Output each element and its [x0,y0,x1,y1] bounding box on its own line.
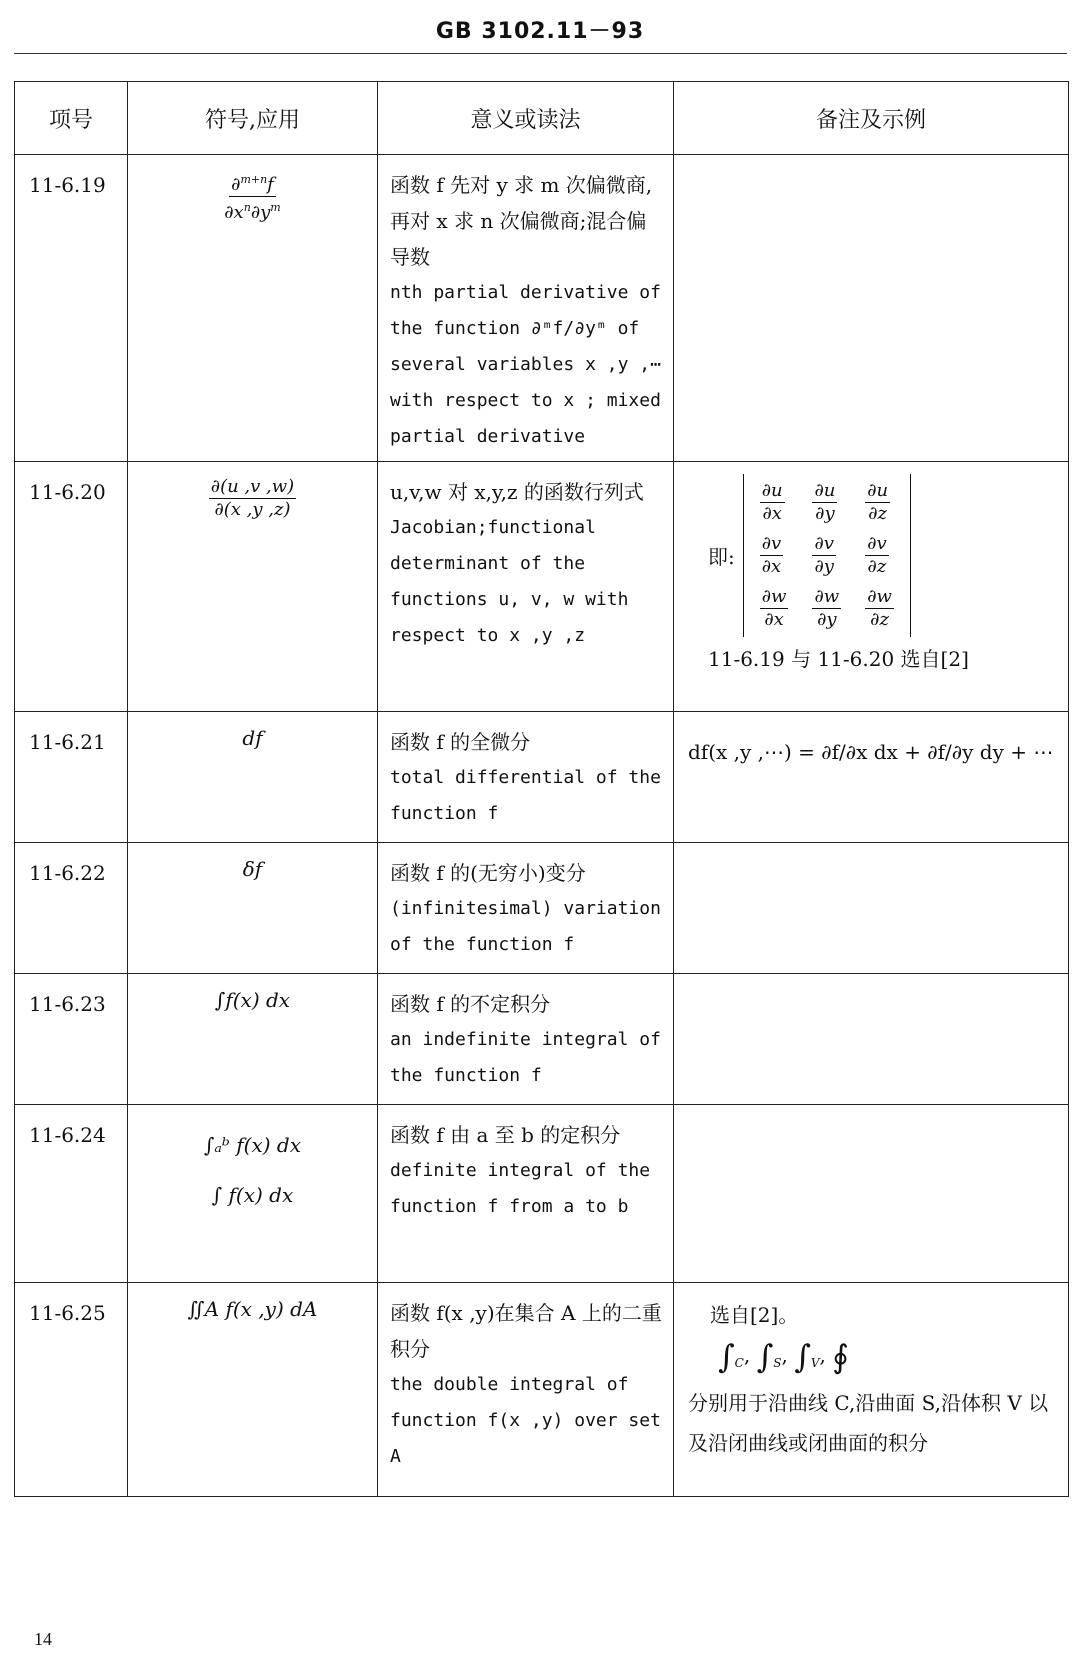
item-number: 11-6.23 [15,974,128,1105]
meaning-en: definite integral of the function f from a to b [390,1160,651,1217]
symbol-cell [128,155,378,462]
meaning-cell [378,1283,674,1497]
symbol-cell: δf [128,843,378,974]
column-header-item: 项号 [15,82,128,155]
symbol-cell: ∬A f(x ,y) dA [128,1283,378,1497]
meaning-en: the double integral of function f(x ,y) over set A [390,1374,661,1467]
table-row [15,462,1069,712]
meaning-en: Jacobian;functional determinant of the functions u, v, w with respect to x ,y ,z [390,517,629,646]
meaning-zh: 函数 f 的全微分 [390,730,531,754]
symbol-cell [128,462,378,712]
mixed-partial-symbol: $\frac{\partial^{m+n}f}{\partial x^n\partial y^m}$ [222,169,282,224]
symbol-cell [128,1105,378,1283]
meaning-zh: 函数 f 由 a 至 b 的定积分 [390,1123,621,1147]
note-integrals: $\int_C$, $\int_S$, $\int_V$, ∮ [718,1337,849,1376]
item-number: 11-6.20 [15,462,128,712]
table-row [15,1105,1069,1283]
meaning-en: total differential of the function f [390,767,661,824]
meaning-zh: 函数 f 先对 y 求 m 次偏微商,再对 x 求 n 次偏微商;混合偏导数 [390,173,653,269]
note-text: 分别用于沿曲线 C,沿曲面 S,沿体积 V 以及沿闭曲线或闭曲面的积分 [688,1391,1049,1455]
meaning-cell [378,974,674,1105]
meaning-cell [378,155,674,462]
note-cell [674,155,1069,462]
page-number: 14 [34,1629,52,1649]
document-header: GB 3102.11－93 [435,19,645,44]
meaning-en: an indefinite integral of the function f [390,1029,661,1086]
meaning-en: (infinitesimal) variation of the function f [390,898,661,955]
definite-integral-symbol: ∫ₐᵇ f(x) dx [203,1133,301,1157]
item-number: 11-6.22 [15,843,128,974]
definite-integral-alt: ∫ f(x) dx [211,1183,294,1207]
standard-table [14,81,1069,1497]
column-header-symbol: 符号,应用 [128,82,378,155]
table-row [15,712,1069,843]
column-header-notes: 备注及示例 [674,82,1069,155]
jacobian-determinant: $\frac{\partial u}{\partial x}$ $\frac{\partial u}{\partial y}$ $\frac{\partial u}{\partial z}$ $\frac{\partial v}{\partial x}$ $\frac{\partial v}{\partial y}$ $\frac{\partial v}{\partial z}$ $\frac{\partial w}{\partial x}$ $\frac{\partial w}{\partial y}$ $\frac{\partial w}{\partial z}$ [743,474,911,637]
table-row [15,155,1069,462]
symbol-cell: ∫f(x) dx [128,974,378,1105]
table-row [15,974,1069,1105]
meaning-zh: 函数 f 的(无穷小)变分 [390,861,586,885]
meaning-zh: 函数 f 的不定积分 [390,992,551,1016]
table-header-row [15,82,1069,155]
item-number: 11-6.19 [15,155,128,462]
meaning-cell [378,843,674,974]
table-row [15,1283,1069,1497]
note-cell [674,462,1069,712]
jacobian-symbol: $\frac{\partial(u ,v ,w)}{\partial(x ,y ,z)}$ [210,476,295,520]
note-prefix: 即: [708,545,735,569]
note-cell [674,843,1069,974]
item-number: 11-6.25 [15,1283,128,1497]
table-row [15,843,1069,974]
meaning-zh: u,v,w 对 x,y,z 的函数行列式 [390,480,644,504]
note-source: 11-6.19 与 11-6.20 选自[2] [708,647,969,671]
note-source: 选自[2]。 [710,1303,799,1327]
meaning-zh: 函数 f(x ,y)在集合 A 上的二重积分 [390,1301,662,1361]
meaning-cell [378,712,674,843]
note-cell: df(x ,y ,⋯) = ∂f/∂x dx + ∂f/∂y dy + ⋯ [674,712,1069,843]
meaning-en: nth partial derivative of the function ∂ᵐf/∂yᵐ of several variables x ,y ,⋯ with respect to x ; mixed partial derivative [390,282,661,447]
note-cell [674,974,1069,1105]
item-number: 11-6.24 [15,1105,128,1283]
note-cell [674,1105,1069,1283]
meaning-cell [378,462,674,712]
column-header-meaning: 意义或读法 [378,82,674,155]
header-rule [14,53,1067,54]
note-cell [674,1283,1069,1497]
symbol-cell: df [128,712,378,843]
meaning-cell [378,1105,674,1283]
item-number: 11-6.21 [15,712,128,843]
